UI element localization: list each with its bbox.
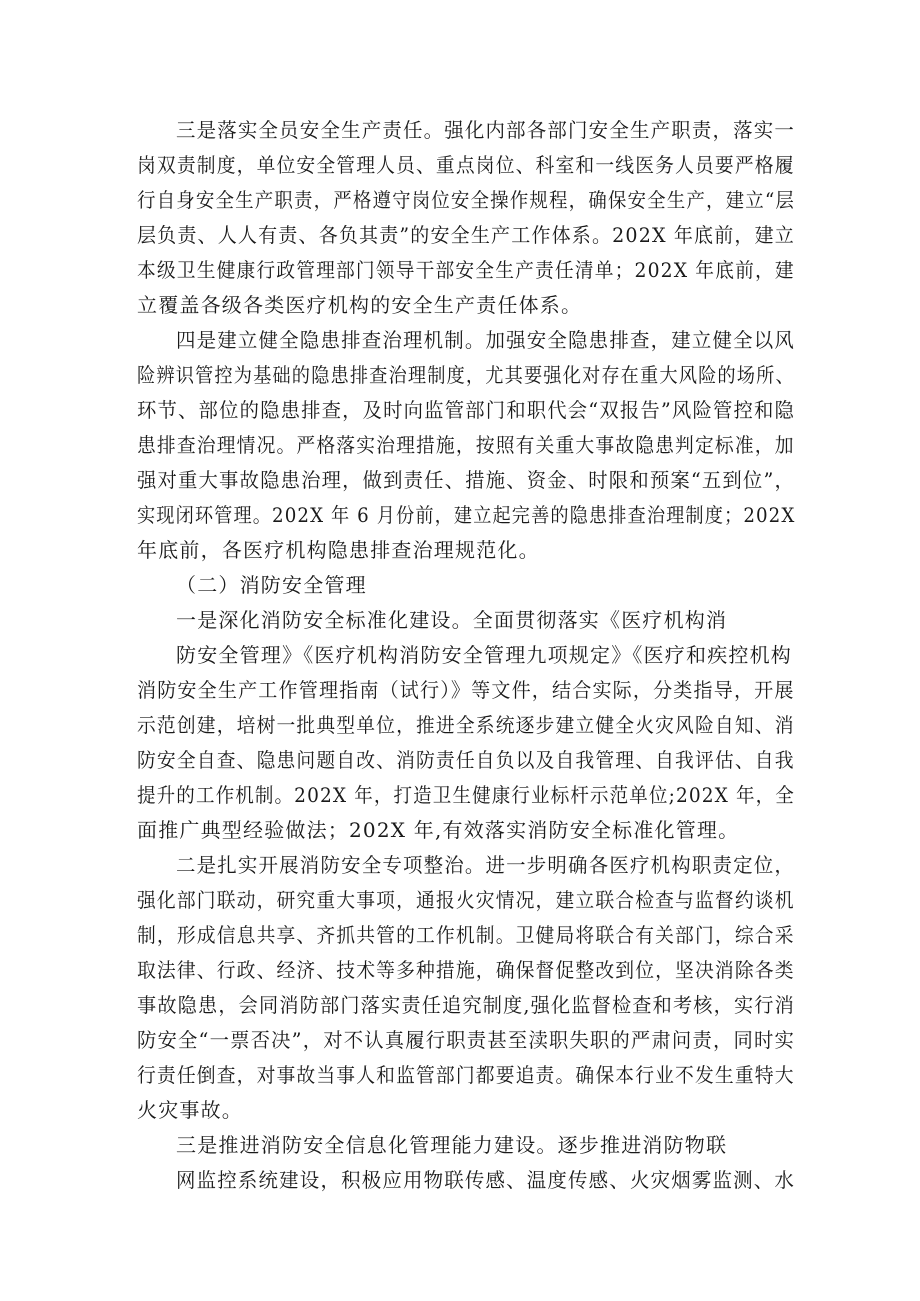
body-text-line: 险辨识管控为基础的隐患排查治理制度，尤其要强化对存在重大风险的场所、 xyxy=(137,363,795,387)
body-text-line: 提升的工作机制。202X 年，打造卫生健康行业标杆示范单位;202X 年，全 xyxy=(137,783,795,807)
body-text-line: 层负责、人人有责、各负其责”的安全生产工作体系。202X 年底前，建立 xyxy=(137,223,795,247)
body-text-line: 取法律、行政、经济、技术等多种措施，确保督促整改到位，坚决消除各类 xyxy=(137,958,795,982)
body-text-line: 强对重大事故隐患治理，做到责任、措施、资金、时限和预案“五到位”， xyxy=(137,468,796,492)
body-text-line: 患排查治理情况。严格落实治理措施，按照有关重大事故隐患判定标准，加 xyxy=(137,433,795,457)
body-text-line: 示范创建，培树一批典型单位，推进全系统逐步建立健全火灾风险自知、消 xyxy=(137,713,795,737)
body-text-line: 四是建立健全隐患排查治理机制。加强安全隐患排查，建立健全以风 xyxy=(176,328,796,352)
body-text-line: 防安全“一票否决”，对不认真履行职责甚至渎职失职的严肃问责，同时实 xyxy=(137,1028,796,1052)
body-text-line: 制，形成信息共享、齐抓共管的工作机制。卫健局将联合有关部门，综合采 xyxy=(137,923,795,947)
body-text-line: 强化部门联动，研究重大事项，通报火灾情况，建立联合检查与监督约谈机 xyxy=(137,888,795,912)
body-text-line: 岗双责制度，单位安全管理人员、重点岗位、科室和一线医务人员要严格履 xyxy=(137,153,795,177)
body-text-line: 三是落实全员安全生产责任。强化内部各部门安全生产职责，落实一 xyxy=(176,118,796,142)
body-text-line: 网监控系统建设，积极应用物联传感、温度传感、火灾烟雾监测、水 xyxy=(176,1168,796,1192)
body-text-line: 行自身安全生产职责，严格遵守岗位安全操作规程，确保安全生产，建立“层 xyxy=(137,188,796,212)
section-heading: （二）消防安全管理 xyxy=(176,573,367,597)
body-text-line: 面推广典型经验做法；202X 年,有效落实消防安全标准化管理。 xyxy=(137,818,740,842)
body-text-line: 实现闭环管理。202X 年 6 月份前，建立起完善的隐患排查治理制度；202X xyxy=(137,503,796,527)
body-text-line: 二是扎实开展消防安全专项整治。进一步明确各医疗机构职责定位， xyxy=(176,853,796,877)
body-text-line: 防安全自查、隐患问题自改、消防责任自负以及自我管理、自我评估、自我 xyxy=(137,748,795,772)
body-text-line: 环节、部位的隐患排查，及时向监管部门和职代会“双报告”风险管控和隐 xyxy=(137,398,796,422)
body-text-line: 事故隐患，会同消防部门落实责任追究制度,强化监督检查和考核，实行消 xyxy=(137,993,795,1017)
body-text-line: 本级卫生健康行政管理部门领导干部安全生产责任清单；202X 年底前，建 xyxy=(137,258,795,282)
body-text-line: 一是深化消防安全标准化建设。全面贯彻落实《医疗机构消 xyxy=(176,608,728,632)
body-text-line: 年底前，各医疗机构隐患排查治理规范化。 xyxy=(137,538,540,562)
body-text-line: 消防安全生产工作管理指南（试行）》等文件，结合实际，分类指导，开展 xyxy=(137,678,795,702)
body-text-line: 防安全管理》《医疗机构消防安全管理九项规定》《医疗和疾控机构 xyxy=(176,643,792,667)
body-text-line: 火灾事故。 xyxy=(137,1098,243,1122)
body-text-line: 立覆盖各级各类医疗机构的安全生产责任体系。 xyxy=(137,293,583,317)
body-text-line: 行责任倒查，对事故当事人和监管部门都要追责。确保本行业不发生重特大 xyxy=(137,1063,795,1087)
body-text-line: 三是推进消防安全信息化管理能力建设。逐步推进消防物联 xyxy=(176,1133,728,1157)
